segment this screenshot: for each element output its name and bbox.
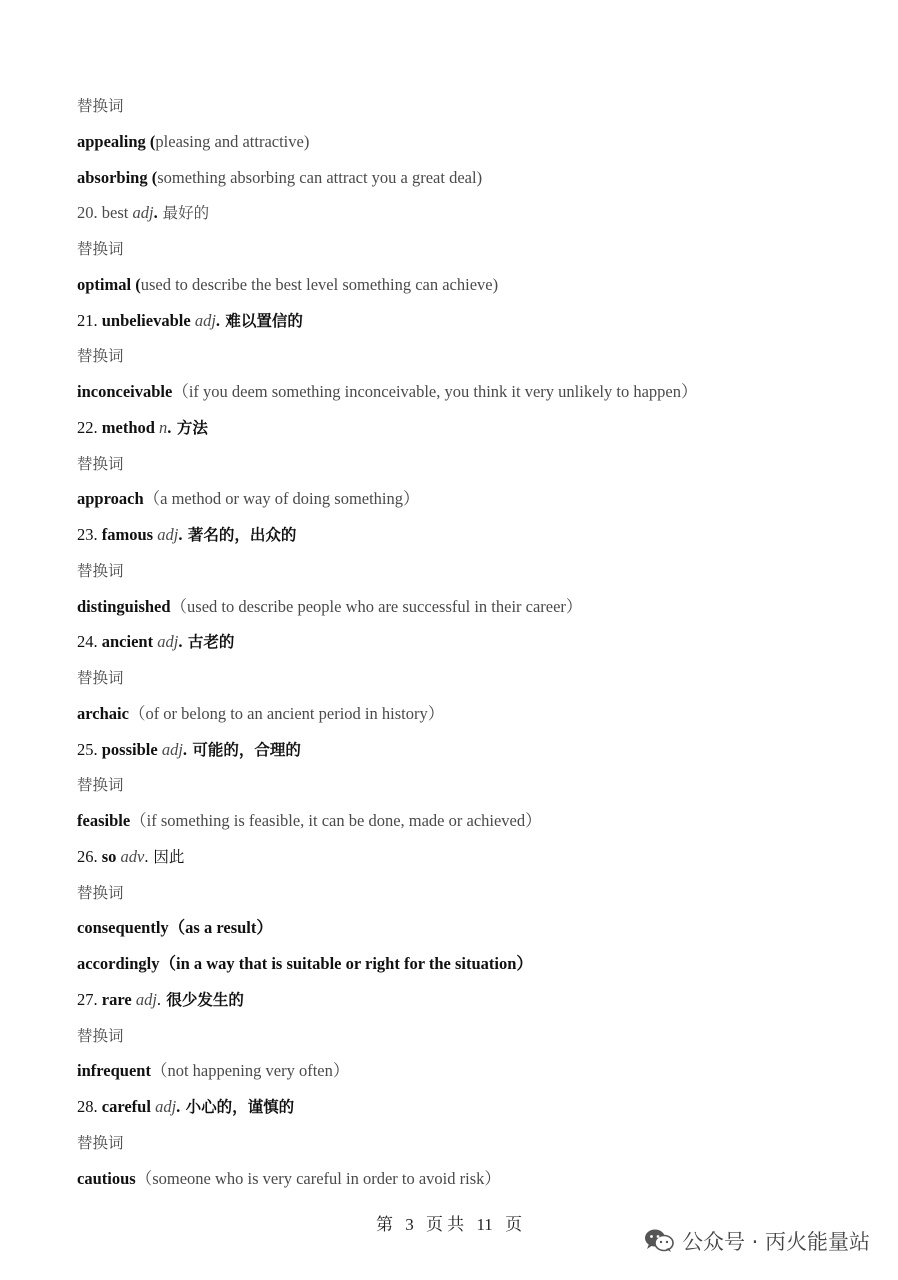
text-segment: rare bbox=[101, 989, 136, 1009]
text-line bbox=[77, 338, 877, 374]
text-segment: adj bbox=[157, 525, 179, 544]
text-line bbox=[77, 1161, 877, 1197]
text-segment: so bbox=[101, 846, 121, 866]
text-segment: adj bbox=[157, 632, 179, 652]
text-segment: adj bbox=[132, 203, 154, 223]
text-segment: . bbox=[156, 989, 162, 1009]
text-segment: 替换词 bbox=[77, 240, 124, 258]
text-line bbox=[77, 624, 877, 660]
text-segment: 替换词 bbox=[77, 347, 124, 366]
text-line bbox=[77, 946, 877, 982]
footer-prefix: 第 bbox=[375, 1215, 393, 1234]
text-line bbox=[77, 767, 877, 803]
text-segment: adj bbox=[155, 1097, 177, 1116]
text-segment: 27. bbox=[77, 989, 102, 1009]
text-segment: 26. bbox=[77, 846, 102, 866]
text-line bbox=[77, 481, 877, 517]
text-segment: 20. best bbox=[77, 203, 133, 223]
text-segment: absorbing ( bbox=[77, 167, 158, 187]
text-segment: 21. bbox=[77, 310, 102, 330]
footer-total-pages: 11 bbox=[476, 1215, 493, 1234]
text-segment: 28. bbox=[77, 1097, 102, 1116]
text-segment: （not happening very often） bbox=[150, 1061, 350, 1081]
text-segment: 古老的 bbox=[182, 633, 235, 652]
text-line bbox=[77, 303, 877, 339]
text-segment: adv bbox=[120, 846, 145, 866]
text-segment: . bbox=[176, 1097, 181, 1116]
text-segment: possible bbox=[101, 739, 162, 759]
text-segment: inconceivable bbox=[77, 382, 173, 401]
text-segment: pleasing and attractive) bbox=[155, 131, 310, 151]
text-line bbox=[77, 195, 877, 231]
text-line bbox=[77, 124, 877, 160]
text-segment: optimal ( bbox=[77, 274, 141, 294]
text-segment: unbelievable bbox=[101, 310, 195, 330]
text-segment: 因此 bbox=[148, 847, 185, 866]
text-segment: appealing ( bbox=[77, 131, 156, 151]
text-line bbox=[77, 589, 877, 625]
text-line bbox=[77, 267, 877, 303]
text-segment: 方法 bbox=[171, 418, 208, 437]
text-line bbox=[77, 517, 877, 553]
text-segment: . bbox=[153, 203, 158, 223]
text-line bbox=[77, 553, 877, 589]
text-segment: accordingly（in a way that is suitable or right for the situation） bbox=[77, 954, 533, 973]
text-segment: n bbox=[159, 417, 168, 437]
text-segment: . bbox=[144, 846, 149, 866]
text-segment: approach bbox=[77, 489, 144, 509]
text-segment: feasible bbox=[77, 811, 131, 830]
text-line bbox=[77, 982, 877, 1018]
text-segment: （used to describe people who are successful in their career） bbox=[170, 596, 583, 616]
text-line bbox=[77, 1089, 877, 1125]
text-segment: 23. bbox=[77, 525, 102, 544]
text-segment: 替换词 bbox=[77, 883, 124, 902]
text-segment: 替换词 bbox=[77, 1026, 124, 1045]
footer-mid: 页 共 bbox=[425, 1215, 465, 1234]
text-line bbox=[77, 696, 877, 732]
text-line bbox=[77, 1018, 877, 1054]
text-line bbox=[77, 875, 877, 911]
text-segment: 最好的 bbox=[157, 204, 210, 223]
text-segment: 替换词 bbox=[77, 97, 124, 115]
text-segment: 替换词 bbox=[77, 561, 124, 580]
footer-suffix: 页 bbox=[505, 1215, 523, 1234]
wechat-icon bbox=[644, 1228, 674, 1254]
text-line bbox=[77, 1053, 877, 1089]
text-segment: used to describe the best level something can achieve) bbox=[140, 274, 499, 294]
text-line bbox=[77, 231, 877, 267]
text-line bbox=[77, 910, 877, 946]
text-segment: 著名的，出众的 bbox=[182, 526, 297, 544]
text-line bbox=[77, 374, 877, 410]
text-line bbox=[77, 160, 877, 196]
text-segment: （of or belong to an ancient period in history） bbox=[128, 703, 445, 723]
text-segment: something absorbing can attract you a great deal) bbox=[157, 167, 483, 187]
text-segment: 可能的，合理的 bbox=[187, 740, 301, 759]
text-segment: distinguished bbox=[77, 596, 171, 616]
text-segment: （if something is feasible, it can be done, made or achieved） bbox=[130, 811, 542, 830]
text-segment: infrequent bbox=[77, 1061, 151, 1081]
text-segment: . bbox=[178, 632, 183, 652]
watermark bbox=[644, 1226, 870, 1256]
text-segment: 小心的，谨慎的 bbox=[180, 1098, 295, 1116]
text-segment: adj bbox=[161, 739, 183, 759]
text-segment: 24. bbox=[77, 632, 102, 652]
text-line bbox=[77, 732, 877, 768]
text-segment: 替换词 bbox=[77, 669, 124, 687]
text-line bbox=[77, 88, 877, 124]
text-segment: consequently（as a result） bbox=[77, 918, 273, 938]
text-segment: 很少发生的 bbox=[161, 990, 244, 1009]
watermark-text: 公众号 · 丙火能量站 bbox=[681, 1230, 870, 1254]
text-segment: 难以置信的 bbox=[220, 311, 303, 330]
text-segment: method bbox=[101, 417, 160, 437]
text-segment: . bbox=[182, 739, 188, 759]
text-segment: . bbox=[167, 417, 172, 437]
text-segment: adj bbox=[135, 989, 157, 1009]
text-segment: adj bbox=[194, 310, 216, 330]
text-segment: famous bbox=[101, 525, 158, 544]
text-segment: 替换词 bbox=[77, 454, 124, 473]
text-line bbox=[77, 446, 877, 482]
text-segment: . bbox=[215, 310, 221, 330]
text-segment: . bbox=[178, 525, 183, 544]
text-segment: cautious bbox=[77, 1168, 136, 1188]
text-segment: 22. bbox=[77, 417, 102, 437]
text-segment: 25. bbox=[77, 739, 102, 759]
text-segment: archaic bbox=[77, 703, 129, 723]
text-line bbox=[77, 410, 877, 446]
footer-page-number: 3 bbox=[405, 1215, 414, 1234]
text-line bbox=[77, 1125, 877, 1161]
text-segment: （a method or way of doing something） bbox=[143, 489, 420, 509]
text-segment: ancient bbox=[101, 632, 158, 652]
text-segment: 替换词 bbox=[77, 776, 124, 795]
text-segment: （someone who is very careful in order to avoid risk） bbox=[135, 1168, 501, 1188]
text-line bbox=[77, 803, 877, 839]
text-segment: careful bbox=[101, 1097, 156, 1116]
text-segment: （if you deem something inconceivable, you think it very unlikely to happen） bbox=[172, 382, 698, 401]
text-segment: 替换词 bbox=[77, 1133, 124, 1152]
text-line bbox=[77, 839, 877, 875]
vocabulary-list bbox=[77, 88, 877, 1196]
text-line bbox=[77, 660, 877, 696]
